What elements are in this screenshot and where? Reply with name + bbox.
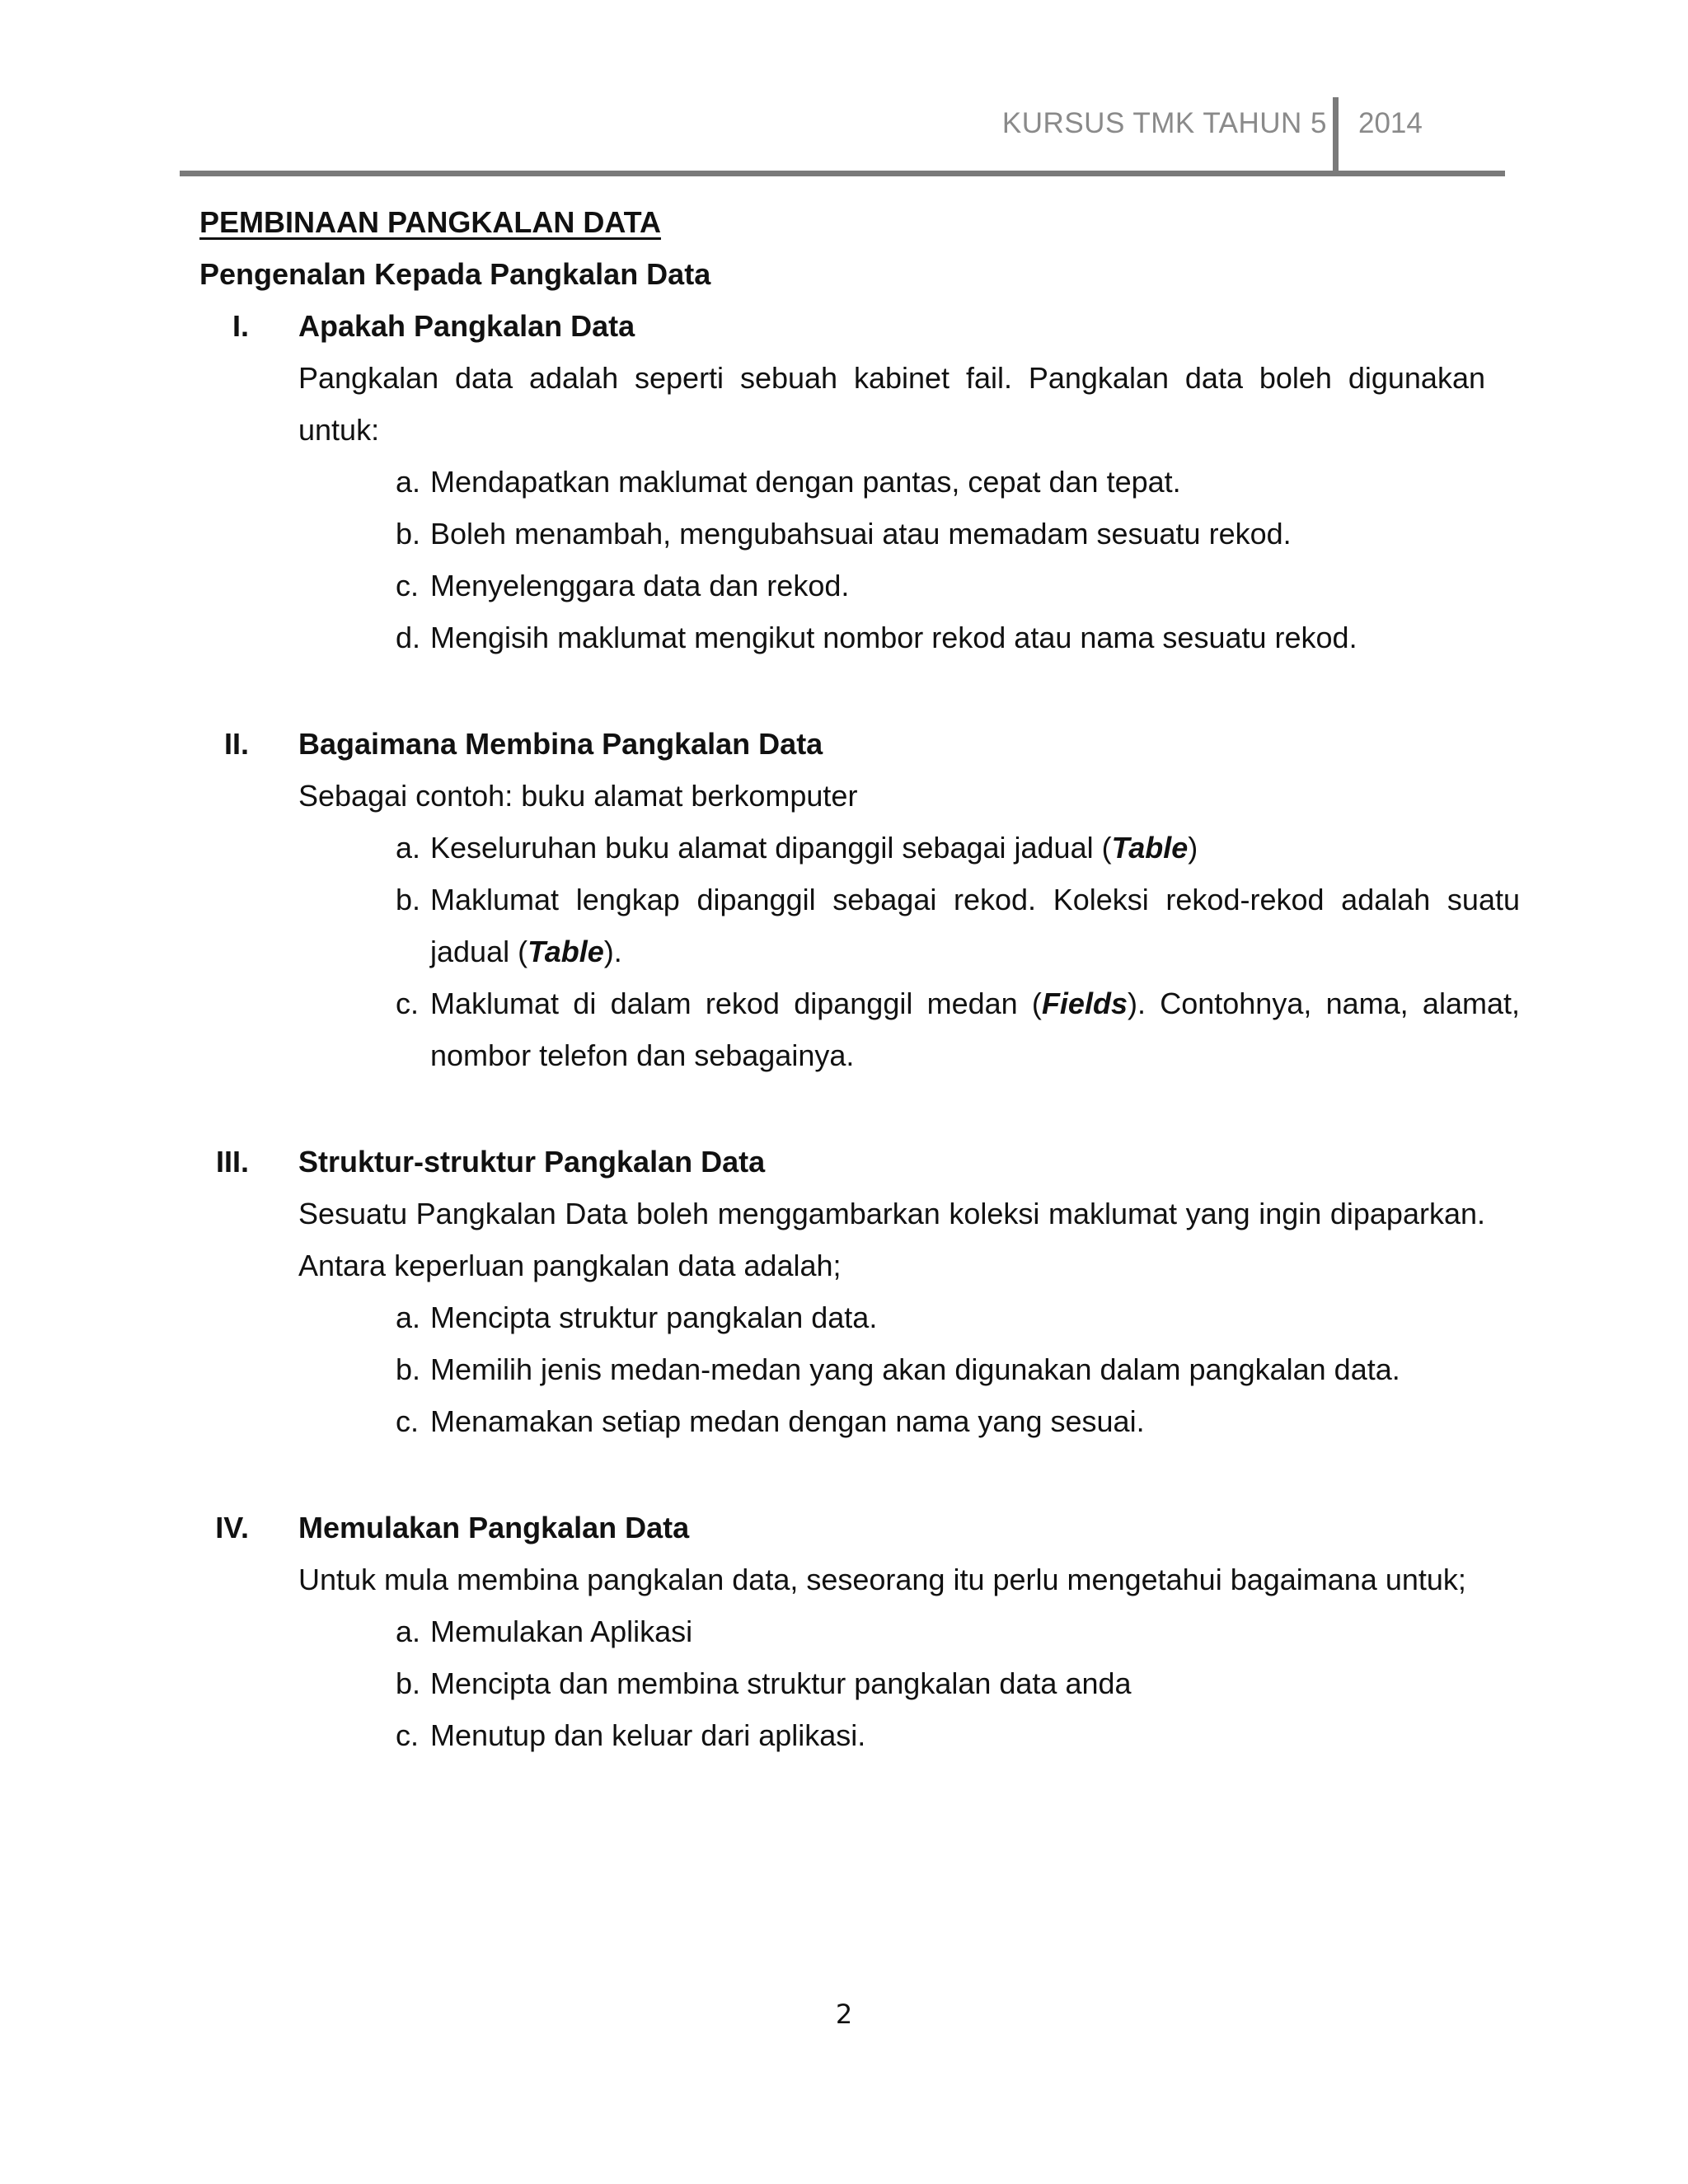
section-numeral: II.: [223, 727, 249, 761]
section-title: Apakah Pangkalan Data: [298, 309, 635, 343]
section: [199, 300, 1485, 663]
item-text: Boleh menambah, mengubahsuai atau memadam sesuatu rekod.: [430, 517, 1292, 551]
item-letter: a.: [396, 465, 421, 499]
term-emphasis: Table: [1111, 831, 1189, 865]
item-letter: b.: [396, 883, 421, 916]
list-item: [396, 874, 1520, 977]
item-letter: c.: [396, 1404, 420, 1438]
list-item: [396, 977, 1520, 1081]
section: [199, 718, 1520, 1081]
header-title: KURSUS TMK TAHUN 5: [1001, 107, 1327, 139]
item-letter: b.: [396, 1666, 421, 1700]
section-intro: Sesuatu Pangkalan Data boleh menggambarkan koleksi maklumat yang ingin dipaparkan. Antara keperluan pangkalan data adalah;: [298, 1197, 1485, 1282]
item-text: Mencipta struktur pangkalan data.: [430, 1301, 878, 1334]
section-title: Memulakan Pangkalan Data: [298, 1511, 690, 1544]
item-letter: a.: [396, 831, 421, 865]
item-letter: a.: [396, 1615, 421, 1648]
item-text: Maklumat di dalam rekod dipanggil medan (: [430, 987, 1042, 1020]
list-item: [396, 822, 1520, 874]
item-text: Mencipta dan membina struktur pangkalan data anda: [430, 1666, 1132, 1700]
item-text: Menutup dan keluar dari aplikasi.: [430, 1718, 866, 1752]
list-item: [396, 456, 1520, 508]
item-letter: b.: [396, 1352, 421, 1386]
section-heading: [199, 1136, 1485, 1188]
item-text: Memilih jenis medan-medan yang akan digunakan dalam pangkalan data.: [430, 1352, 1400, 1386]
item-text: Menyelenggara data dan rekod.: [430, 569, 850, 602]
section: [199, 1502, 1485, 1761]
term-emphasis: Table: [528, 935, 604, 968]
section-intro: Pangkalan data adalah seperti sebuah kabinet fail. Pangkalan data boleh digunakan untuk:: [298, 361, 1485, 447]
item-letter: c.: [396, 569, 420, 602]
section-numeral: I.: [232, 309, 249, 343]
list-item: [396, 508, 1520, 560]
section-numeral: III.: [215, 1145, 249, 1179]
item-text: ).: [603, 935, 622, 968]
item-letter: a.: [396, 1301, 421, 1334]
header-year: 2014: [1358, 107, 1423, 139]
header-divider: [1333, 97, 1339, 173]
section-heading: [199, 718, 1485, 770]
item-text: Mendapatkan maklumat dengan pantas, cepat dan tepat.: [430, 465, 1181, 499]
item-list: [199, 1605, 1485, 1761]
section-title: Bagaimana Membina Pangkalan Data: [298, 727, 823, 761]
section-list: [199, 300, 1520, 1761]
section: [199, 1136, 1485, 1447]
list-item: [396, 1291, 1520, 1343]
item-text: Memulakan Aplikasi: [430, 1615, 693, 1648]
section-heading: [199, 300, 1485, 352]
list-item: [396, 560, 1520, 612]
item-letter: b.: [396, 517, 421, 551]
item-text: Mengisih maklumat mengikut nombor rekod atau nama sesuatu rekod.: [430, 621, 1357, 654]
section-numeral: IV.: [215, 1511, 249, 1544]
section-intro: Untuk mula membina pangkalan data, seseorang itu perlu mengetahui bagaimana untuk;: [298, 1563, 1466, 1596]
item-letter: c.: [396, 1718, 420, 1752]
item-text: Keseluruhan buku alamat dipanggil sebagai jadual (: [430, 831, 1112, 865]
page-number: 2: [835, 1999, 853, 2030]
section-title: Struktur-struktur Pangkalan Data: [298, 1145, 766, 1179]
item-list: [199, 456, 1485, 663]
list-item: [396, 1343, 1520, 1395]
section-heading: [199, 1502, 1485, 1554]
item-text: ). Contohnya, nama, alamat, nombor telefon dan sebagainya.: [430, 987, 1520, 1072]
document-body: [199, 196, 1520, 1761]
term-emphasis: Fields: [1041, 987, 1128, 1020]
list-item: [396, 1395, 1520, 1447]
document-subtitle: Pengenalan Kepada Pangkalan Data: [199, 257, 711, 291]
item-text: Maklumat lengkap dipanggil sebagai rekod. Koleksi rekod-rekod adalah suatu jadual (: [430, 883, 1520, 968]
list-item: [396, 612, 1520, 663]
list-item: [396, 1709, 1520, 1761]
section-intro: Sebagai contoh: buku alamat berkomputer: [298, 779, 858, 813]
item-list: [199, 1291, 1485, 1447]
list-item: [396, 1657, 1520, 1709]
item-letter: d.: [396, 621, 421, 654]
document-title: PEMBINAAN PANGKALAN DATA: [199, 205, 661, 239]
list-item: [396, 1605, 1520, 1657]
header-rule: [180, 171, 1505, 176]
item-text: ): [1188, 831, 1198, 865]
page-header: [0, 0, 1688, 181]
item-letter: c.: [396, 987, 420, 1020]
item-text: Menamakan setiap medan dengan nama yang sesuai.: [430, 1404, 1145, 1438]
item-list: [199, 822, 1520, 1081]
